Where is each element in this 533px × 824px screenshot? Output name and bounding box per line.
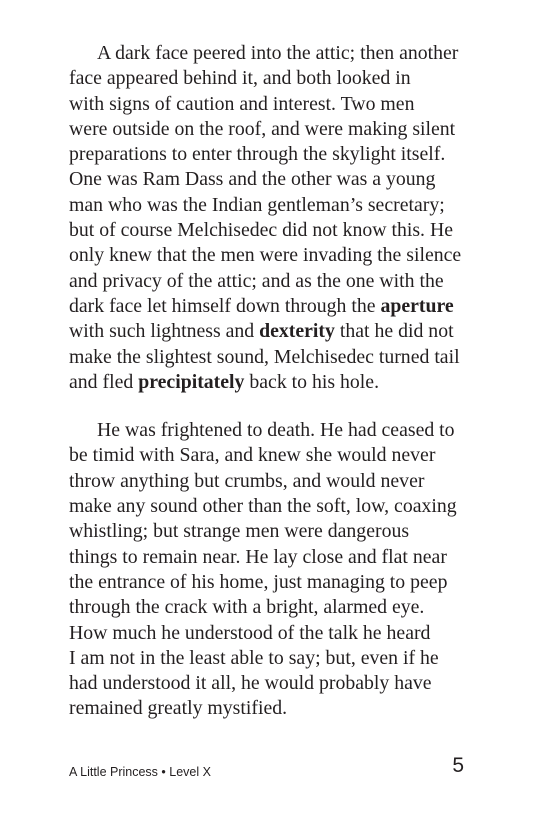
text-line: make any sound other than the soft, low, coaxing xyxy=(69,495,457,518)
text-line xyxy=(69,370,489,395)
text-line: face appeared behind it, and both looked in xyxy=(69,67,411,90)
vocab-word-aperture: aperture xyxy=(380,294,454,317)
text-line: only knew that the men were invading the silence xyxy=(69,244,462,267)
story-text xyxy=(69,41,489,745)
text-segment: back to his hole. xyxy=(244,370,380,393)
text-line: A dark face peered into the attic; then another xyxy=(97,42,459,64)
text-line: had understood it all, he would probably have xyxy=(69,672,432,695)
text-line: with signs of caution and interest. Two men xyxy=(69,92,415,115)
text-line: be timid with Sara, and knew she would never xyxy=(69,444,436,467)
text-segment: and fled xyxy=(69,370,139,393)
text-line: throw anything but crumbs, and would never xyxy=(69,469,425,492)
page-number: 5 xyxy=(452,754,464,777)
footer-book-title: A Little Princess • Level X xyxy=(69,765,211,779)
text-line: make the slightest sound, Melchisedec turned tail xyxy=(69,345,460,368)
text-segment: with such lightness and xyxy=(69,320,260,343)
text-line: preparations to enter through the skylight itself. xyxy=(69,143,446,166)
text-segment: dark face let himself down through the xyxy=(69,294,381,317)
vocab-word-precipitately: precipitately xyxy=(138,370,245,393)
text-line xyxy=(69,294,489,319)
text-line: I am not in the least able to say; but, even if he xyxy=(69,646,439,669)
text-line: and privacy of the attic; and as the one with the xyxy=(69,269,444,292)
text-line: How much he understood of the talk he heard xyxy=(69,621,431,644)
text-line: remained greatly mystified. xyxy=(69,697,288,720)
text-line: but of course Melchisedec did not know this. He xyxy=(69,219,454,242)
text-segment: that he did not xyxy=(334,320,454,343)
paragraph-2 xyxy=(69,418,489,722)
text-line xyxy=(69,319,489,344)
vocab-word-dexterity: dexterity xyxy=(259,320,335,343)
text-line: He was frightened to death. He had ceased to xyxy=(97,419,455,442)
text-line: were outside on the roof, and were making silent xyxy=(69,117,456,140)
text-line: whistling; but strange men were dangerous xyxy=(69,520,410,543)
text-line: the entrance of his home, just managing to peep xyxy=(69,570,448,593)
text-line: through the crack with a bright, alarmed eye. xyxy=(69,596,425,619)
text-line: man who was the Indian gentleman’s secretary; xyxy=(69,193,445,216)
text-line: One was Ram Dass and the other was a young xyxy=(69,168,436,191)
text-line: things to remain near. He lay close and flat near xyxy=(69,545,447,568)
paragraph-1 xyxy=(69,41,489,395)
